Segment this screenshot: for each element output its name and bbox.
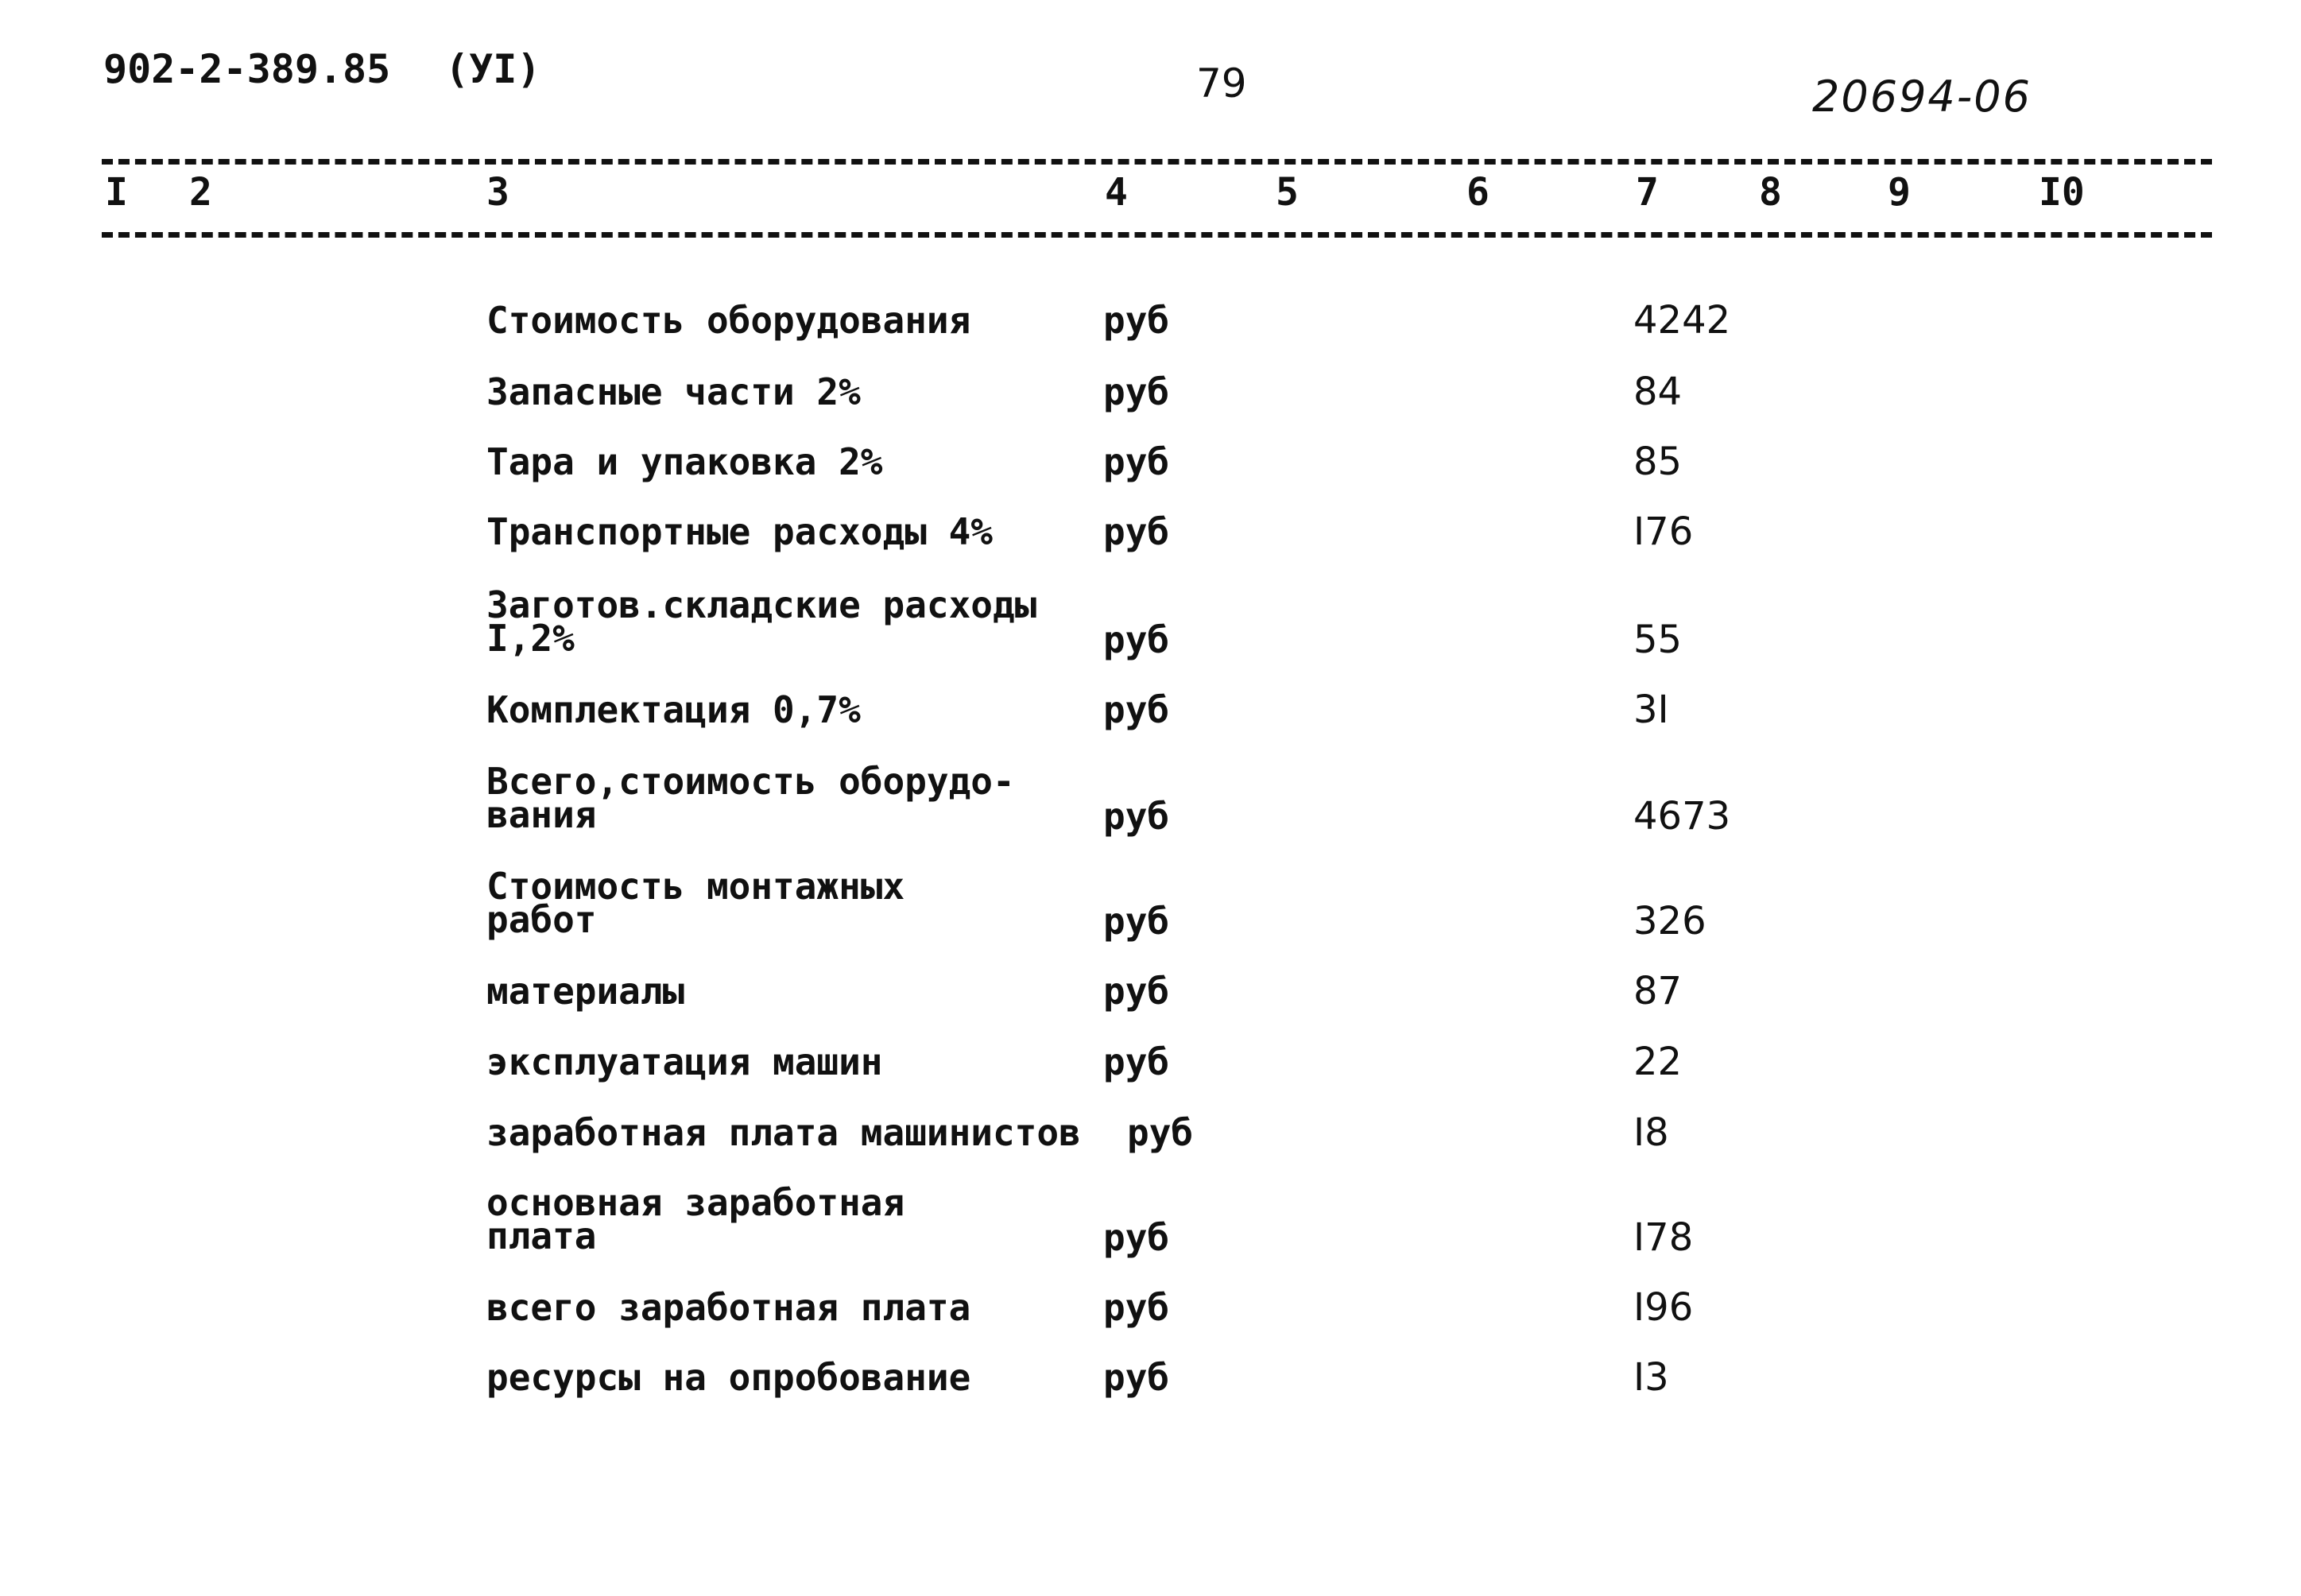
row-unit: руб [1127,1111,1194,1154]
row-value: 22 [1633,1040,1683,1084]
row-unit: руб [1103,688,1170,731]
row-unit: руб [1103,1216,1170,1259]
row-name: материалы [486,970,685,1013]
row-value: 85 [1633,440,1683,484]
row-name: основная заработная [486,1181,905,1224]
header-rule-top [102,159,2212,165]
row-name: эксплуатация машин [486,1040,883,1083]
row-value: 326 [1633,899,1706,943]
row-value: 4242 [1633,298,1731,343]
row-value: I76 [1633,509,1694,554]
registration-number: 20694-06 [1812,72,2032,122]
row-unit: руб [1103,1286,1170,1329]
page-number: 79 [1196,60,1247,107]
row-name-continuation: плата [486,1214,597,1257]
column-number-6: 6 [1466,170,1489,215]
column-number-9: 9 [1888,170,1911,215]
row-value: 87 [1633,969,1683,1013]
column-number-7: 7 [1636,170,1659,215]
row-unit: руб [1103,510,1170,553]
column-number-2: 2 [189,170,212,215]
column-number-5: 5 [1276,170,1299,215]
row-name: Заготов.складские расходы [486,583,1037,626]
row-name-continuation: I,2% [486,617,575,660]
row-name: Запасные части 2% [486,370,861,413]
header-rule-bottom [102,232,2212,238]
column-number-1: I [105,170,128,215]
column-number-10: I0 [2039,170,2085,215]
row-unit: руб [1103,440,1170,483]
row-unit: руб [1103,370,1170,413]
column-number-4: 4 [1105,170,1128,215]
row-value: 3I [1633,688,1669,732]
row-name: ресурсы на опробование [486,1356,971,1399]
section-number: (УI) [445,46,541,92]
column-number-8: 8 [1759,170,1782,215]
row-unit: руб [1103,900,1170,943]
row-value: I96 [1633,1285,1694,1330]
row-unit: руб [1103,299,1170,342]
row-value: I8 [1633,1110,1669,1155]
row-name: всего заработная плата [486,1286,971,1329]
row-unit: руб [1103,970,1170,1013]
row-value: I3 [1633,1355,1669,1400]
row-name: заработная плата машинистов [486,1111,1081,1154]
row-unit: руб [1103,1356,1170,1399]
column-number-3: 3 [486,170,509,215]
row-name: Стоимость оборудования [486,299,971,342]
row-name: Всего,стоимость оборудо- [486,760,1015,803]
row-unit: руб [1103,795,1170,838]
row-unit: руб [1103,618,1170,661]
doc-code: 902-2-389.85 [103,46,391,92]
row-name: Транспортные расходы 4% [486,510,993,553]
row-value: 4673 [1633,794,1731,839]
row-value: I78 [1633,1215,1694,1260]
row-name: Тара и упаковка 2% [486,440,883,483]
row-unit: руб [1103,1040,1170,1083]
row-name: Комплектация 0,7% [486,688,861,731]
row-name-continuation: работ [486,898,597,941]
row-name-continuation: вания [486,793,597,836]
row-value: 84 [1633,370,1683,414]
row-name: Стоимость монтажных [486,865,905,908]
row-value: 55 [1633,618,1683,662]
